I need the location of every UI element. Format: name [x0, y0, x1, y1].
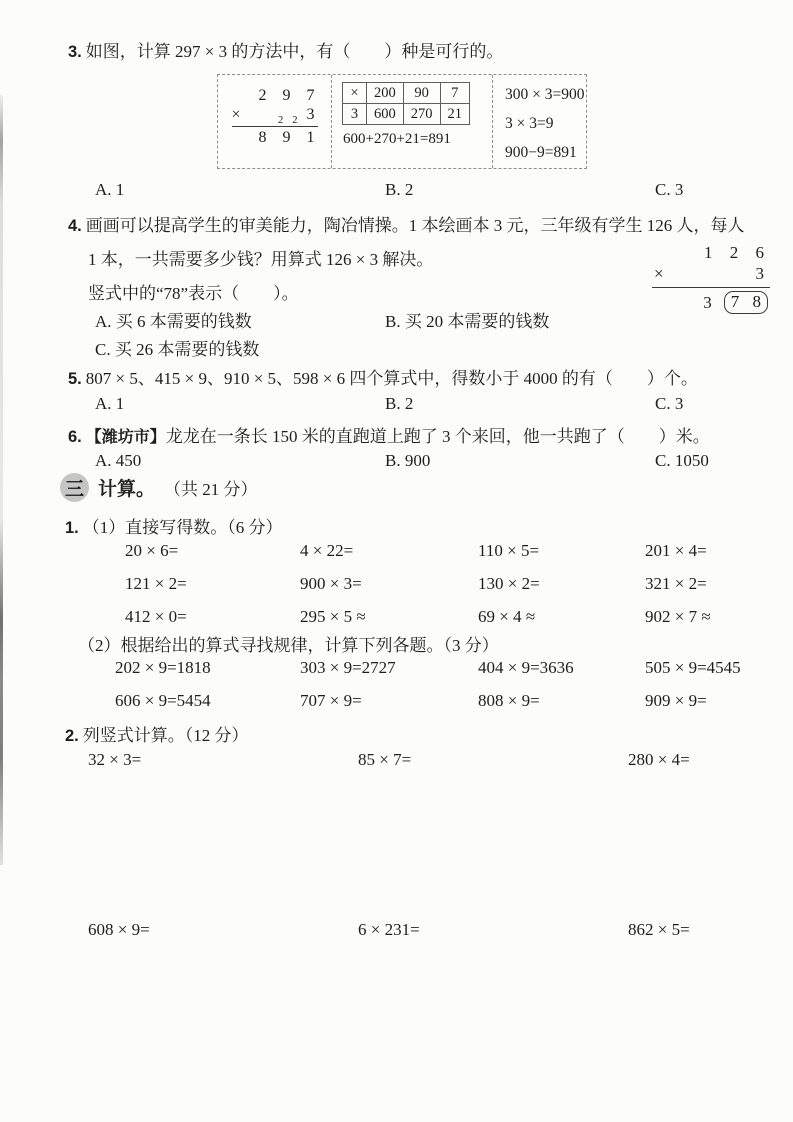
- method2-cell: ×: [343, 83, 367, 104]
- question-6-text: 龙龙在一条长 150 米的直跑道上跑了 3 个来回，他一共跑了（ ）米。: [165, 427, 710, 446]
- calc1-item: 201 × 4=: [645, 541, 707, 560]
- calc3-item: 608 × 9=: [88, 920, 150, 939]
- method1-times-sign: ×: [231, 106, 241, 123]
- calc1-title: [65, 513, 283, 538]
- q4-times-sign: ×: [654, 264, 664, 283]
- calc2-title: （2）根据给出的算式寻找规律，计算下列各题。（3 分）: [78, 636, 499, 655]
- question-4-line-1: 画画可以提高学生的审美能力，陶冶情操。1 本绘画本 3 元，三年级有学生 126 人，每人: [85, 216, 745, 235]
- question-3-number: 3.: [68, 43, 82, 61]
- calc3-item: 862 × 5=: [628, 920, 690, 939]
- question-3-text: 如图，计算 297 × 3 的方法中，有（ ）种是可行的。: [85, 42, 504, 61]
- calc2-item: 404 × 9=3636: [478, 658, 574, 677]
- methods-box: [217, 74, 587, 169]
- q3-option-b: B. 2: [385, 180, 414, 199]
- calc1-item: 4 × 22=: [300, 541, 354, 560]
- method2-sum-line: 600+270+21=891: [343, 131, 451, 147]
- method2-table: [342, 82, 470, 125]
- calc1-item: 295 × 5 ≈: [300, 607, 366, 626]
- calc3-item: 280 × 4=: [628, 750, 690, 769]
- calc1-item: 69 × 4 ≈: [478, 607, 536, 626]
- q4-vertical-calculation: [652, 243, 770, 314]
- method3-line-2: 3 × 3=9: [505, 115, 554, 132]
- calc3-number: 2.: [65, 727, 79, 745]
- q4-option-c: C. 买 26 本需要的钱数: [95, 340, 260, 359]
- calc2-item: 808 × 9=: [478, 691, 540, 710]
- q4-option-a: A. 买 6 本需要的钱数: [95, 312, 252, 331]
- calc2-item: 606 × 9=5454: [115, 691, 211, 710]
- q6-option-b: B. 900: [385, 451, 431, 470]
- section-3-score: （共 21 分）: [164, 480, 258, 499]
- q6-option-a: A. 450: [95, 451, 142, 470]
- q4-result-boxed-78: 7 8: [724, 291, 768, 314]
- q6-option-c: C. 1050: [655, 451, 709, 470]
- method-3-estimation: [492, 75, 586, 168]
- question-5-number: 5.: [68, 370, 82, 388]
- question-5-text: 807 × 5、415 × 9、910 × 5、598 × 6 四个算式中，得数小于 4000 的有（ ）个。: [85, 369, 698, 388]
- question-5-stem: [68, 364, 698, 389]
- calc1-title-text: （1）直接写得数。（6 分）: [82, 518, 283, 537]
- pattern-calculation-grid: [115, 657, 741, 711]
- calc3-item: 6 × 231=: [358, 920, 420, 939]
- scan-spine-artifact: [0, 95, 3, 865]
- calc3-item: 32 × 3=: [88, 750, 142, 769]
- method2-cell: 600: [367, 104, 404, 125]
- method3-line-1: 300 × 3=900: [505, 86, 585, 103]
- method1-multiplier: 3: [306, 106, 315, 123]
- calc1-item: 20 × 6=: [125, 541, 179, 560]
- q4-option-b: B. 买 20 本需要的钱数: [385, 312, 550, 331]
- method1-carry-2: 2: [292, 115, 298, 126]
- calc2-item: 707 × 9=: [300, 691, 362, 710]
- question-4-line-3: 竖式中的“78”表示（ ）。: [88, 284, 299, 303]
- method-2-partial-products: [331, 75, 492, 168]
- calc1-item: 902 × 7 ≈: [645, 607, 711, 626]
- calc3-title: [65, 721, 249, 746]
- q4-multiplicand: 1 2 6: [704, 243, 764, 262]
- column-calculation-row-1: [88, 750, 690, 770]
- calc1-item: 121 × 2=: [125, 574, 187, 593]
- method2-cell: 90: [403, 83, 440, 104]
- q4-result-hundreds: 3: [703, 292, 712, 312]
- direct-calculation-grid: [125, 540, 711, 627]
- q4-multiplier: 3: [755, 264, 764, 283]
- question-4-stem: [68, 211, 745, 236]
- question-4-number: 4.: [68, 217, 82, 235]
- calc3-title-text: 列竖式计算。（12 分）: [82, 726, 249, 745]
- method2-cell: 3: [343, 104, 367, 125]
- section-3-marker: 三: [60, 473, 89, 502]
- calc2-item: 202 × 9=1818: [115, 658, 211, 677]
- q3-option-c: C. 3: [655, 180, 684, 199]
- q3-option-a: A. 1: [95, 180, 125, 199]
- q5-option-c: C. 3: [655, 394, 684, 413]
- method2-cell: 7: [440, 83, 470, 104]
- q6-city-badge: 【潍坊市】: [85, 429, 166, 446]
- method3-line-3: 900−9=891: [505, 144, 577, 161]
- method1-multiplicand: 2 9 7: [258, 87, 315, 104]
- calc1-number: 1.: [65, 519, 79, 537]
- q5-option-b: B. 2: [385, 394, 414, 413]
- calc3-item: 85 × 7=: [358, 750, 412, 769]
- method1-carry-1: 2: [278, 115, 284, 126]
- calc2-item: 505 × 9=4545: [645, 658, 741, 677]
- column-calculation-row-2: [88, 920, 690, 940]
- calc1-item: 130 × 2=: [478, 574, 540, 593]
- method2-cell: 270: [403, 104, 440, 125]
- calc1-item: 412 × 0=: [125, 607, 187, 626]
- calc1-item: 110 × 5=: [478, 541, 540, 560]
- method2-cell: 21: [440, 104, 470, 125]
- method1-result: 8 9 1: [258, 129, 315, 146]
- method2-cell: 200: [367, 83, 404, 104]
- question-3-stem: [68, 37, 503, 62]
- calc1-item: 900 × 3=: [300, 574, 362, 593]
- method-1-vertical-multiplication: [218, 75, 331, 168]
- calc2-item: 909 × 9=: [645, 691, 707, 710]
- question-6-stem: [68, 422, 710, 447]
- section-3-header: [60, 473, 258, 502]
- question-4-line-2: 1 本，一共需要多少钱？用算式 126 × 3 解决。: [88, 250, 434, 269]
- question-6-number: 6.: [68, 428, 82, 446]
- q5-option-a: A. 1: [95, 394, 125, 413]
- calc2-item: 303 × 9=2727: [300, 658, 396, 677]
- section-3-title: 计算。: [98, 479, 156, 500]
- calc1-item: 321 × 2=: [645, 574, 707, 593]
